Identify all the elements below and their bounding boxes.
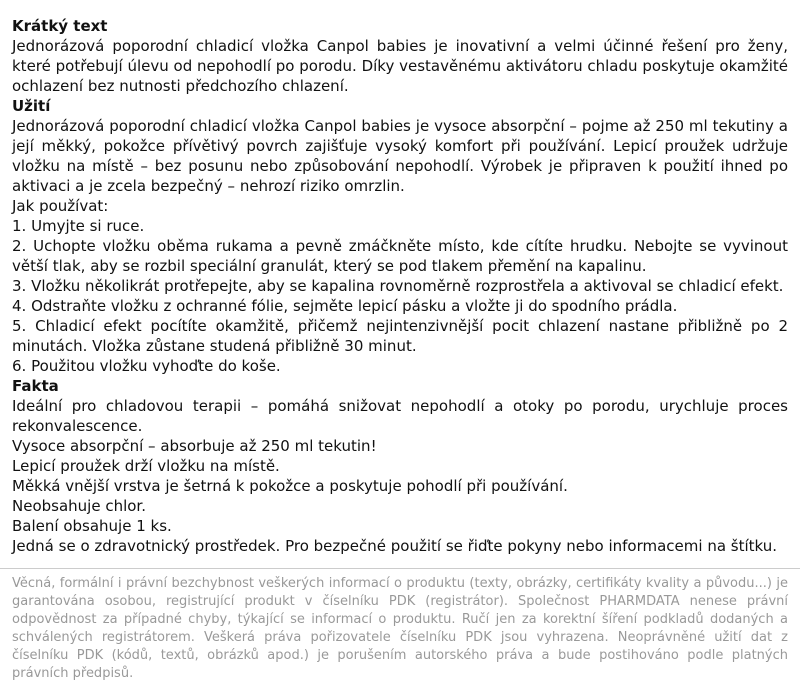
fact-item: Vysoce absorpční – absorbuje až 250 ml tekutin! [12,437,377,455]
fact-item: Lepicí proužek drží vložku na místě. [12,457,280,475]
facts-heading: Fakta [12,377,59,395]
usage-step: 4. Odstraňte vložku z ochranné fólie, sejměte lepicí pásku a vložte ji do spodního prádla. [12,297,678,315]
short-text-heading: Krátký text [12,17,108,35]
usage-step: 3. Vložku několikrát protřepejte, aby se kapalina rovnoměrně rozprostřela a aktivoval se chladicí efekt. [12,277,784,295]
usage-step: 2. Uchopte vložku oběma rukama a pevně zmáčkněte místo, kde cítíte hrudku. Nebojte se vyvinout větší tlak, aby se rozbil speciální granulát, který se pod tlakem přemění na kapalinu. [12,237,788,275]
usage-step: 5. Chladicí efekt pocítíte okamžitě, přičemž nejintenzivnější pocit chlazení nastane přibližně po 2 minutách. Vložka zůstane studená přibližně 30 minut. [12,317,788,355]
fact-item: Neobsahuje chlor. [12,497,146,515]
short-text-body: Jednorázová poporodní chladicí vložka Canpol babies je inovativní a velmi účinné řešení pro ženy, které potřebují úlevu od nepohodlí po porodu. Díky vestavěnému aktivátoru chladu poskytuje okamžité ochlazení bez nutnosti předchozího chlazení. [12,37,788,95]
usage-body: Jednorázová poporodní chladicí vložka Canpol babies je vysoce absorpční – pojme až 250 ml tekutiny a její měkký, pokožce přívětivý povrch zajišťuje vysoký komfort při používání. Lepicí proužek udržuje vložku na místě – bez posunu nebo způsobování nepohodlí. Výrobek je připraven k použití ihned po aktivaci a je zcela bezpečný – nehrozí riziko omrzlin. [12,117,788,195]
usage-howto-label: Jak používat: [12,197,109,215]
product-description [12,16,788,556]
disclaimer-text: Věcná, formální i právní bezchybnost veškerých informací o produktu (texty, obrázky, certifikáty kvality a původu...) je garantována osobou, registrující produkt v číselníku PDK (registrátor). Společnost PHARMDATA nenese právní odpovědnost za případné chyby, týkající se informací o produktu. Ručí jen za korektní šíření podkladů dodaných a schválených registrátorem. Veškerá práva pořizovatele číselníku PDK jsou vyhrazena. Neoprávněné užití dat z číselníku PDK (kódů, textů, obrázků apod.) je porušením autorského práva a bude postihováno podle platných právních předpisů. [12,576,788,681]
fact-item: Měkká vnější vrstva je šetrná k pokožce a poskytuje pohodlí při používání. [12,477,568,495]
usage-step: 1. Umyjte si ruce. [12,217,145,235]
usage-step: 6. Použitou vložku vyhoďte do koše. [12,357,281,375]
disclaimer-footer [0,568,800,681]
fact-item: Jedná se o zdravotnický prostředek. Pro bezpečné použití se řiďte pokyny nebo informacemi na štítku. [12,537,778,555]
fact-item: Balení obsahuje 1 ks. [12,517,172,535]
usage-heading: Užití [12,97,51,115]
fact-item: Ideální pro chladovou terapii – pomáhá snižovat nepohodlí a otoky po porodu, urychluje proces rekonvalescence. [12,397,788,435]
